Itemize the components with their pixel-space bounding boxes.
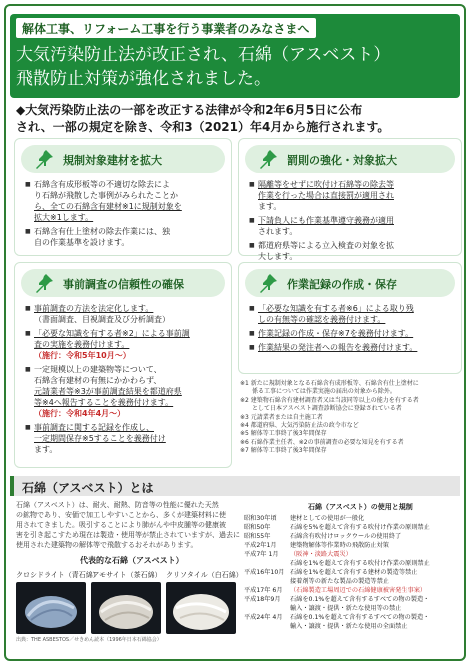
history-row [244, 523, 460, 532]
history-year: 昭和55年 [244, 533, 271, 540]
footnote: ※3 元請業者または自主施工者 [240, 413, 323, 421]
fiber-sample [91, 570, 163, 634]
list-item [25, 422, 225, 455]
history-text: 建築物解体等作業時の飛散防止対策 [290, 542, 389, 549]
item-line: 等※4へ報告することを義務付けます。 [34, 398, 174, 407]
pushpin-icon [257, 148, 279, 170]
fiber-name: クロシドライト（青石綿） [16, 571, 100, 579]
footnote: ※6 石綿作業主任者、※2の事前調査の必要な知見を有する者 [240, 438, 404, 446]
box-title: 作業記録の作成・保存 [287, 278, 397, 291]
item-line: ■ 石綿含有仕上塗材の除去作業には、独 [34, 227, 170, 236]
fiber-sample [166, 570, 243, 634]
item-line: 元請業者等※3が事前調査結果を都道府県 [34, 387, 182, 396]
history-table [244, 514, 460, 631]
item-line: ■ 事前調査に関する記録を作成し、 [34, 423, 154, 432]
fiber-photos [16, 570, 243, 632]
item-line: ■ 一定規模以上の建築物等について、 [34, 365, 162, 374]
box-header [21, 145, 225, 173]
list-item [25, 226, 225, 248]
effective-date: （施行：令和4年4月～） [34, 409, 126, 418]
history-text: 石綿を0.1%を超えて含有するすべての物の製造・ [290, 614, 430, 621]
item-list [249, 303, 455, 356]
item-line: り石綿が飛散した事例がみられたことか [34, 191, 178, 200]
item-line: ■ 下請負人にも作業基準遵守義務が適用 [258, 216, 394, 225]
history-year: 平成7年 1月 [244, 551, 279, 558]
history-text: （石綿製造工場周辺での石綿健康被害発生事案） [290, 587, 427, 594]
item-line: ます。 [258, 202, 282, 211]
item-line: 大します。 [258, 252, 298, 261]
history-year: 平成2年1月 [244, 542, 277, 549]
list-item [25, 179, 225, 223]
box-pre-survey [14, 262, 232, 468]
history-year: 昭和30年頃 [244, 515, 277, 522]
desc-line: 石綿（アスベスト）は、耐火、耐熱、防音等の性能に優れた天然 [16, 501, 219, 509]
history-text: 石綿を1%を超えて含有する吹付け作業の原則禁止 [290, 560, 430, 567]
history-text: 輸入・譲渡・提供・新たな使用等の禁止 [290, 605, 402, 612]
desc-line: 用されてきました。吸引することにより肺がんや中皮腫等の健康被 [16, 521, 226, 529]
item-list [25, 303, 225, 458]
section-title: 石綿（アスベスト）とは [22, 481, 154, 495]
representative-asbestos-title: 代表的な石綿（アスベスト） [80, 556, 184, 565]
photo-source: 出典：THE ASBESTOS／せきめん読本（1996年日本石綿協会） [16, 637, 162, 643]
item-line: 自の作業基準を設けます。 [34, 238, 130, 247]
item-line: ■ 「必要な知識を有する者※6」による取り残 [258, 304, 414, 313]
box-title: 規制対象建材を拡大 [63, 154, 162, 167]
list-item [25, 303, 225, 325]
footnotes [240, 380, 462, 456]
history-row [244, 550, 460, 559]
fiber-name: アモサイト（茶石綿） [92, 571, 162, 579]
history-year: 平成16年10月 [244, 569, 285, 576]
item-line: ■ 作業記録の作成・保存※7を義務付けます。 [258, 329, 414, 338]
item-line: ■ 「必要な知識を有する者※2」による事前調 [34, 329, 190, 338]
history-row [244, 595, 460, 604]
item-line: 拡大※1します。 [34, 213, 94, 222]
history-row [244, 613, 460, 622]
list-item [25, 328, 225, 361]
box-header [245, 145, 455, 173]
history-year: 昭和50年 [244, 524, 271, 531]
pushpin-icon [257, 272, 279, 294]
box-header [21, 269, 225, 297]
item-line: 査の実施を義務付けます。 [34, 340, 130, 349]
history-text: 石綿を5%を超えて含有する吹付け作業の原則禁止 [290, 524, 430, 531]
history-row [244, 514, 460, 523]
item-line: ■ 都道府県等による立入検査の対象を拡 [258, 241, 394, 250]
footnote: ※4 都道府県、大気汚染防止法の政令市など [240, 422, 359, 430]
lead-text [16, 102, 456, 136]
amosite-photo [91, 582, 161, 634]
footnote: ※1 新たに規制対象となる石綿含有成形板等、石綿含有仕上塗材に [240, 380, 419, 387]
history-year: 平成17年 6月 [244, 587, 283, 594]
crocidolite-photo [16, 582, 86, 634]
footnote: ※7 解体等工事終了後3年間保存 [240, 447, 327, 455]
box-regulated-materials [14, 138, 232, 256]
box-title: 事前調査の信頼性の確保 [63, 278, 184, 291]
pushpin-icon [33, 272, 55, 294]
item-line: ■ 石綿含有成形板等の不適切な除去によ [34, 180, 170, 189]
headline-line-2: 飛散防止対策が強化されました。 [16, 69, 271, 89]
footnote: 係る工事については作業実施の届出の対象から除外。 [240, 388, 396, 396]
desc-line: 使用された建築物の解体等で飛散するおそれがあります。 [16, 541, 198, 549]
list-item [249, 179, 455, 212]
chrysotile-photo [166, 582, 236, 634]
item-line: ます。 [34, 445, 58, 454]
item-list [25, 179, 225, 251]
box-title: 罰則の強化・対象拡大 [287, 154, 397, 167]
history-row [244, 541, 460, 550]
lead-line-2: され、一部の規定を除き、令和3（2021）年4月から施行されます。 [16, 120, 390, 134]
item-line: ■ 隔離等をせずに吹付け石綿等の除去等 [258, 180, 394, 189]
item-line: 作業を行った場合は直接罰が適用され [258, 191, 394, 200]
history-year: 平成18年9月 [244, 596, 281, 603]
history-text: 建材としての使用が一般化 [290, 515, 365, 522]
history-row [244, 559, 460, 568]
history-text: 輸入・譲渡・提供・新たな使用の全面禁止 [290, 623, 408, 630]
history-year: 平成24年 4月 [244, 614, 283, 621]
history-row [244, 586, 460, 595]
list-item [249, 342, 455, 353]
item-line: されます。 [258, 227, 298, 236]
item-line: しの有無等の確認を義務付けます。 [258, 315, 386, 324]
history-text: 石綿を0.1%を超えて含有するすべての物の製造・ [290, 596, 430, 603]
item-line: （書面調査、目視調査及び分析調査） [34, 315, 170, 324]
history-text: 石綿を1%を超えて含有する建材の製造等禁止 [290, 569, 418, 576]
audience-label: 解体工事、リフォーム工事を行う事業者のみなさまへ [16, 18, 316, 38]
history-text: （阪神・淡路大震災） [290, 551, 352, 558]
history-text: 接着剤等の新たな製品の製造等禁止 [290, 578, 389, 585]
lead-line-1: ◆大気汚染防止法の一部を改正する法律が令和2年6月5日に公布 [16, 103, 363, 117]
asbestos-section-header [10, 476, 460, 496]
history-row [244, 532, 460, 541]
list-item [249, 240, 455, 262]
footnote: ※5 解体等工事終了後3年間保存 [240, 430, 327, 438]
history-row [244, 577, 460, 586]
list-item [249, 303, 455, 325]
history-text: 石綿含有吹付けロックウールの使用終了 [290, 533, 402, 540]
list-item [249, 328, 455, 339]
item-line: ら、全ての石綿含有建材※1に規制対象を [34, 202, 182, 211]
desc-line: の鉱物であり、安価で加工しやすいことから、多くが建築材料に使 [16, 511, 226, 519]
box-header [245, 269, 455, 297]
fiber-name: クリソタイル（白石綿） [166, 571, 243, 579]
box-work-records [238, 262, 462, 374]
effective-date: （施行：令和5年10月～） [34, 351, 131, 360]
item-list [249, 179, 455, 265]
asbestos-description [16, 500, 240, 550]
history-title: 石綿（アスベスト）の使用と規制 [308, 503, 413, 511]
desc-line: 害を引き起こすため現在は製造・使用等が禁止されていますが、過去に [16, 531, 240, 539]
box-penalties [238, 138, 462, 261]
history-row [244, 568, 460, 577]
footnote: ※2 建築物石綿含有建材調査者又は当該同等以上の能力を有する者 [240, 396, 419, 404]
footnote: として日本アスベスト調査診断協会に登録されている者 [240, 405, 402, 413]
list-item [249, 215, 455, 237]
list-item [25, 364, 225, 419]
item-line: ■ 事前調査の方法を法定化します。 [34, 304, 154, 313]
history-row [244, 622, 460, 631]
history-row [244, 604, 460, 613]
item-line: 一定期間保存※5することを義務付け [34, 434, 166, 443]
fiber-sample [16, 570, 100, 634]
item-line: ■ 作業結果の発注者への報告を義務付けます。 [258, 343, 418, 352]
headline-line-1: 大気汚染防止法が改正され、石綿（アスベスト） [16, 45, 391, 65]
item-line: 石綿含有建材の有無にかかわらず、 [34, 376, 162, 385]
pushpin-icon [33, 148, 55, 170]
